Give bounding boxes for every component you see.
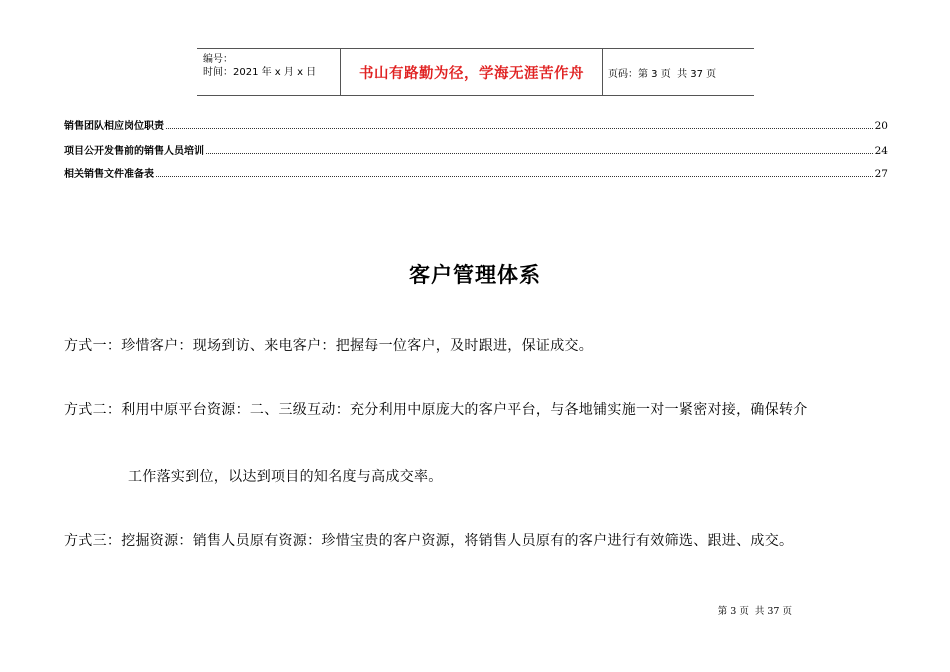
toc-leader xyxy=(156,176,873,177)
toc-leader xyxy=(166,128,873,129)
paragraph-method-one: 方式一：珍惜客户：现场到访、来电客户：把握每一位客户，及时跟进，保证成交。 xyxy=(64,338,594,354)
time-label: 时间：2021 年 x 月 x 日 xyxy=(203,67,317,78)
paragraph-method-two-continued: 工作落实到位，以达到项目的知名度与高成交率。 xyxy=(128,469,443,485)
page-footer: 第 3 页 共 37 页 xyxy=(717,606,792,617)
serial-label: 编号： xyxy=(203,54,233,65)
toc-entry[interactable] xyxy=(64,118,888,132)
page-header xyxy=(197,48,754,96)
toc-entry[interactable] xyxy=(64,143,888,157)
header-motto-cell xyxy=(340,49,603,95)
toc-entry[interactable] xyxy=(64,166,888,180)
page-label: 页码：第 3 页 共 37 页 xyxy=(608,68,717,80)
toc-leader xyxy=(206,153,873,154)
toc-entry-page: 24 xyxy=(874,145,888,157)
toc-entry-title: 销售团队相应岗位职责 xyxy=(64,121,164,132)
toc-entry-title: 项目公开发售前的销售人员培训 xyxy=(64,146,204,157)
header-page-cell xyxy=(603,49,754,95)
section-title: 客户管理体系 xyxy=(409,263,541,287)
paragraph-method-two: 方式二：利用中原平台资源：二、三级互动：充分利用中原庞大的客户平台，与各地铺实施一对一紧密对接，确保转介 xyxy=(64,402,808,418)
paragraph-method-three: 方式三：挖掘资源：销售人员原有资源：珍惜宝贵的客户资源，将销售人员原有的客户进行有效筛选、跟进、成交。 xyxy=(64,533,794,549)
toc-entry-page: 20 xyxy=(874,120,888,132)
toc-entry-title: 相关销售文件准备表 xyxy=(64,169,154,180)
toc-entry-page: 27 xyxy=(874,168,888,180)
motto-text: 书山有路勤为径，学海无涯苦作舟 xyxy=(359,64,584,82)
header-meta xyxy=(197,49,340,95)
